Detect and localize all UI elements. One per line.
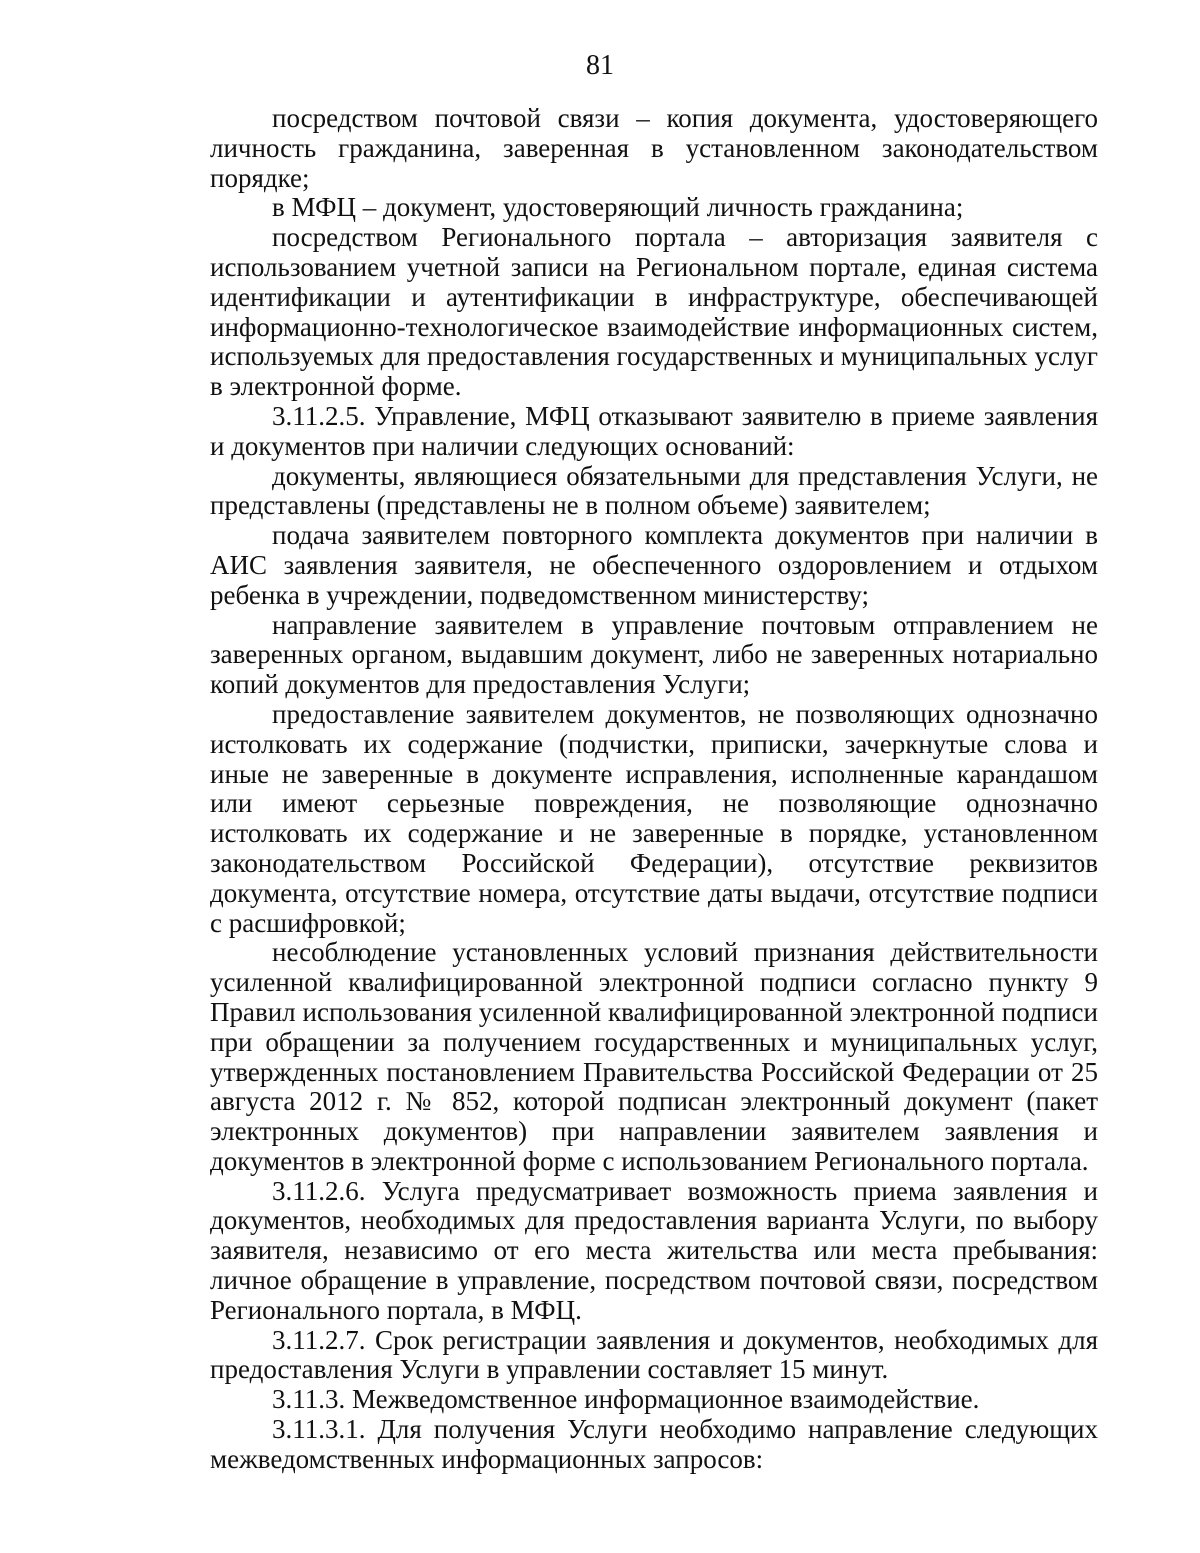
- page-number: 81: [586, 50, 614, 81]
- paragraph-3-11-3: 3.11.3. Межведомственное информационное взаимодействие.: [272, 1384, 980, 1415]
- paragraph-documents-not-submitted: документы, являющиеся обязательными для представления Услуги, не представлены (представлены не в полном объеме) заявителем;: [210, 460, 1098, 521]
- paragraph-repeat-submission: подача заявителем повторного комплекта документов при наличии в АИС заявления заявителя, не обеспеченного оздоровлением и отдыхом ребенка в учреждении, подведомственном министерству;: [210, 520, 1098, 610]
- document-body: [210, 104, 1098, 1475]
- paragraph-ambiguous-documents: предоставление заявителем документов, не позволяющих однозначно истолковать их содержание (подчистки, приписки, зачеркнутые слова и иные не заверенные в документе исправления, исполненные карандашом или имеют серьезные повреждения, не позволяющие однозначно истолковать их содержание и не заверенные в порядке, установленном законодательством Российской Федерации), отсутствие реквизитов документа, отсутствие номера, отсутствие даты выдачи, отсутствие подписи с расшифровкой;: [210, 698, 1098, 938]
- paragraph-postal-identity-copy: посредством почтовой связи – копия документа, удостоверяющего личность гражданина, заверенная в установленном законодательством порядке;: [210, 103, 1098, 193]
- paragraph-3-11-3-1: 3.11.3.1. Для получения Услуги необходимо направление следующих межведомственных информационных запросов:: [210, 1414, 1098, 1474]
- paragraph-3-11-2-6: 3.11.2.6. Услуга предусматривает возможность приема заявления и документов, необходимых для предоставления варианта Услуги, по выбору заявителя, независимо от его места жительства или места пребывания: личное обращение в управление, посредством почтовой связи, посредством Регионального портала, в МФЦ.: [210, 1175, 1098, 1325]
- paragraph-mfc-identity-document: в МФЦ – документ, удостоверяющий личность гражданина;: [272, 192, 964, 223]
- paragraph-3-11-2-5: 3.11.2.5. Управление, МФЦ отказывают заявителю в приеме заявления и документов при наличии следующих оснований:: [210, 400, 1098, 461]
- paragraph-regional-portal-authorization: посредством Регионального портала – авторизация заявителя с использованием учетной записи на Региональном портале, единая система идентификации и аутентификации в инфраструктуре, обеспечивающей информационно-технологическое взаимодействие информационных систем, используемых для предоставления государственных и муниципальных услуг в электронной форме.: [210, 222, 1098, 402]
- paragraph-3-11-2-7: 3.11.2.7. Срок регистрации заявления и документов, необходимых для предоставления Услуги в управлении составляет 15 минут.: [210, 1324, 1098, 1385]
- paragraph-electronic-signature: несоблюдение установленных условий признания действительности усиленной квалифицированной электронной подписи согласно пункту 9 Правил использования усиленной квалифицированной электронной подписи при обращении за получением государственных и муниципальных услуг, утвержденных постановлением Правительства Российской Федерации от 25 августа 2012 г. № 852, которой подписан электронный документ (пакет электронных документов) при направлении заявителем заявления и документов в электронной форме с использованием Регионального портала.: [210, 937, 1098, 1176]
- paragraph-uncertified-copies: направление заявителем в управление почтовым отправлением не заверенных органом, выдавшим документ, либо не заверенных нотариально копий документов для предоставления Услуги;: [210, 609, 1098, 700]
